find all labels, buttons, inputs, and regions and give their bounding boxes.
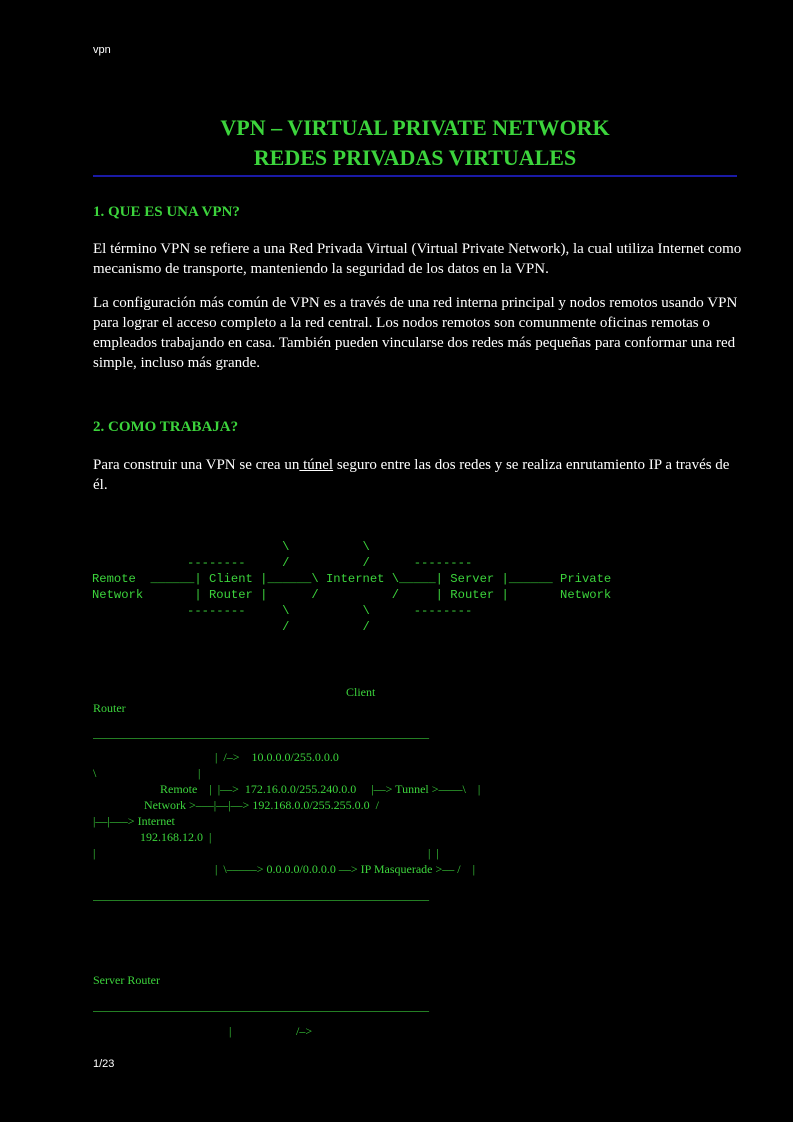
router-label: Router xyxy=(93,701,126,715)
client-router-top-rule: ________________________________________________________ xyxy=(93,726,429,740)
document-title-line2: REDES PRIVADAS VIRTUALES xyxy=(253,145,577,170)
route-line-9: | | xyxy=(428,846,439,860)
paragraph-configuration: La configuración más común de VPN es a través de una red interna principal y nodos remotos usando VPN para lograr el acceso completo a la red central. Los nodos remotos son comunmente oficinas remotas o empleados trabajando en casa. También pueden vincularse dos redes más pequeñas para conformar una red simple, incluso más grande. xyxy=(93,295,738,371)
route-line-6: |––|–––> Internet xyxy=(93,814,175,828)
section-heading-que-es: 1. QUE ES UNA VPN? xyxy=(93,204,240,220)
paragraph-definition: El término VPN se refiere a una Red Privada Virtual (Virtual Private Network), la cual utiliza Internet como mecanismo de transporte, manteniendo la seguridad de los datos en la VPN. xyxy=(93,241,742,277)
server-router-rule: ________________________________________________________ xyxy=(93,999,429,1013)
route-line-8: | xyxy=(93,846,96,860)
page-number: 1/23 xyxy=(93,1058,115,1070)
route-line-2: \ xyxy=(93,766,97,780)
document-title-line1: VPN – VIRTUAL PRIVATE NETWORK xyxy=(220,115,610,140)
tunnel-text-before: Para construir una VPN se crea un xyxy=(93,457,300,473)
route-line-5: Network >–––|––|––> 192.168.0.0/255.255.0.0 / xyxy=(144,798,379,812)
client-router-bottom-rule: ________________________________________________________ xyxy=(93,888,429,902)
client-label: Client xyxy=(346,685,376,699)
tunnel-text-after: seguro entre las dos redes y se realiza enrutamiento IP a través de él. xyxy=(93,457,730,493)
route-line-3: | xyxy=(198,766,201,780)
server-route-arrow: /–> xyxy=(296,1024,313,1038)
section-heading-como-trabaja: 2. COMO TRABAJA? xyxy=(93,419,239,435)
server-route-pipe: | xyxy=(229,1024,232,1038)
title-divider xyxy=(93,175,737,177)
route-line-4: Remote | |––> 172.16.0.0/255.240.0.0 |––> Tunnel >––––\ | xyxy=(160,782,481,796)
server-router-label: Server Router xyxy=(93,973,160,987)
vpn-network-diagram: \ \ -------- / / -------- Remote ______| Client |______\ Internet \_____| Server |______ Private Network | Router | / / | Router | Network -------- \ \ -------- / / xyxy=(91,540,612,634)
route-line-10: | \–––––> 0.0.0.0/0.0.0.0 ––> IP Masquerade >–– / | xyxy=(215,862,475,876)
page-header: vpn xyxy=(93,44,111,56)
paragraph-tunnel xyxy=(93,455,733,495)
route-line-7: 192.168.12.0 | xyxy=(140,830,212,844)
tunnel-link[interactable]: túnel xyxy=(299,457,334,473)
route-line-1: | /–> 10.0.0.0/255.0.0.0 xyxy=(215,750,339,764)
